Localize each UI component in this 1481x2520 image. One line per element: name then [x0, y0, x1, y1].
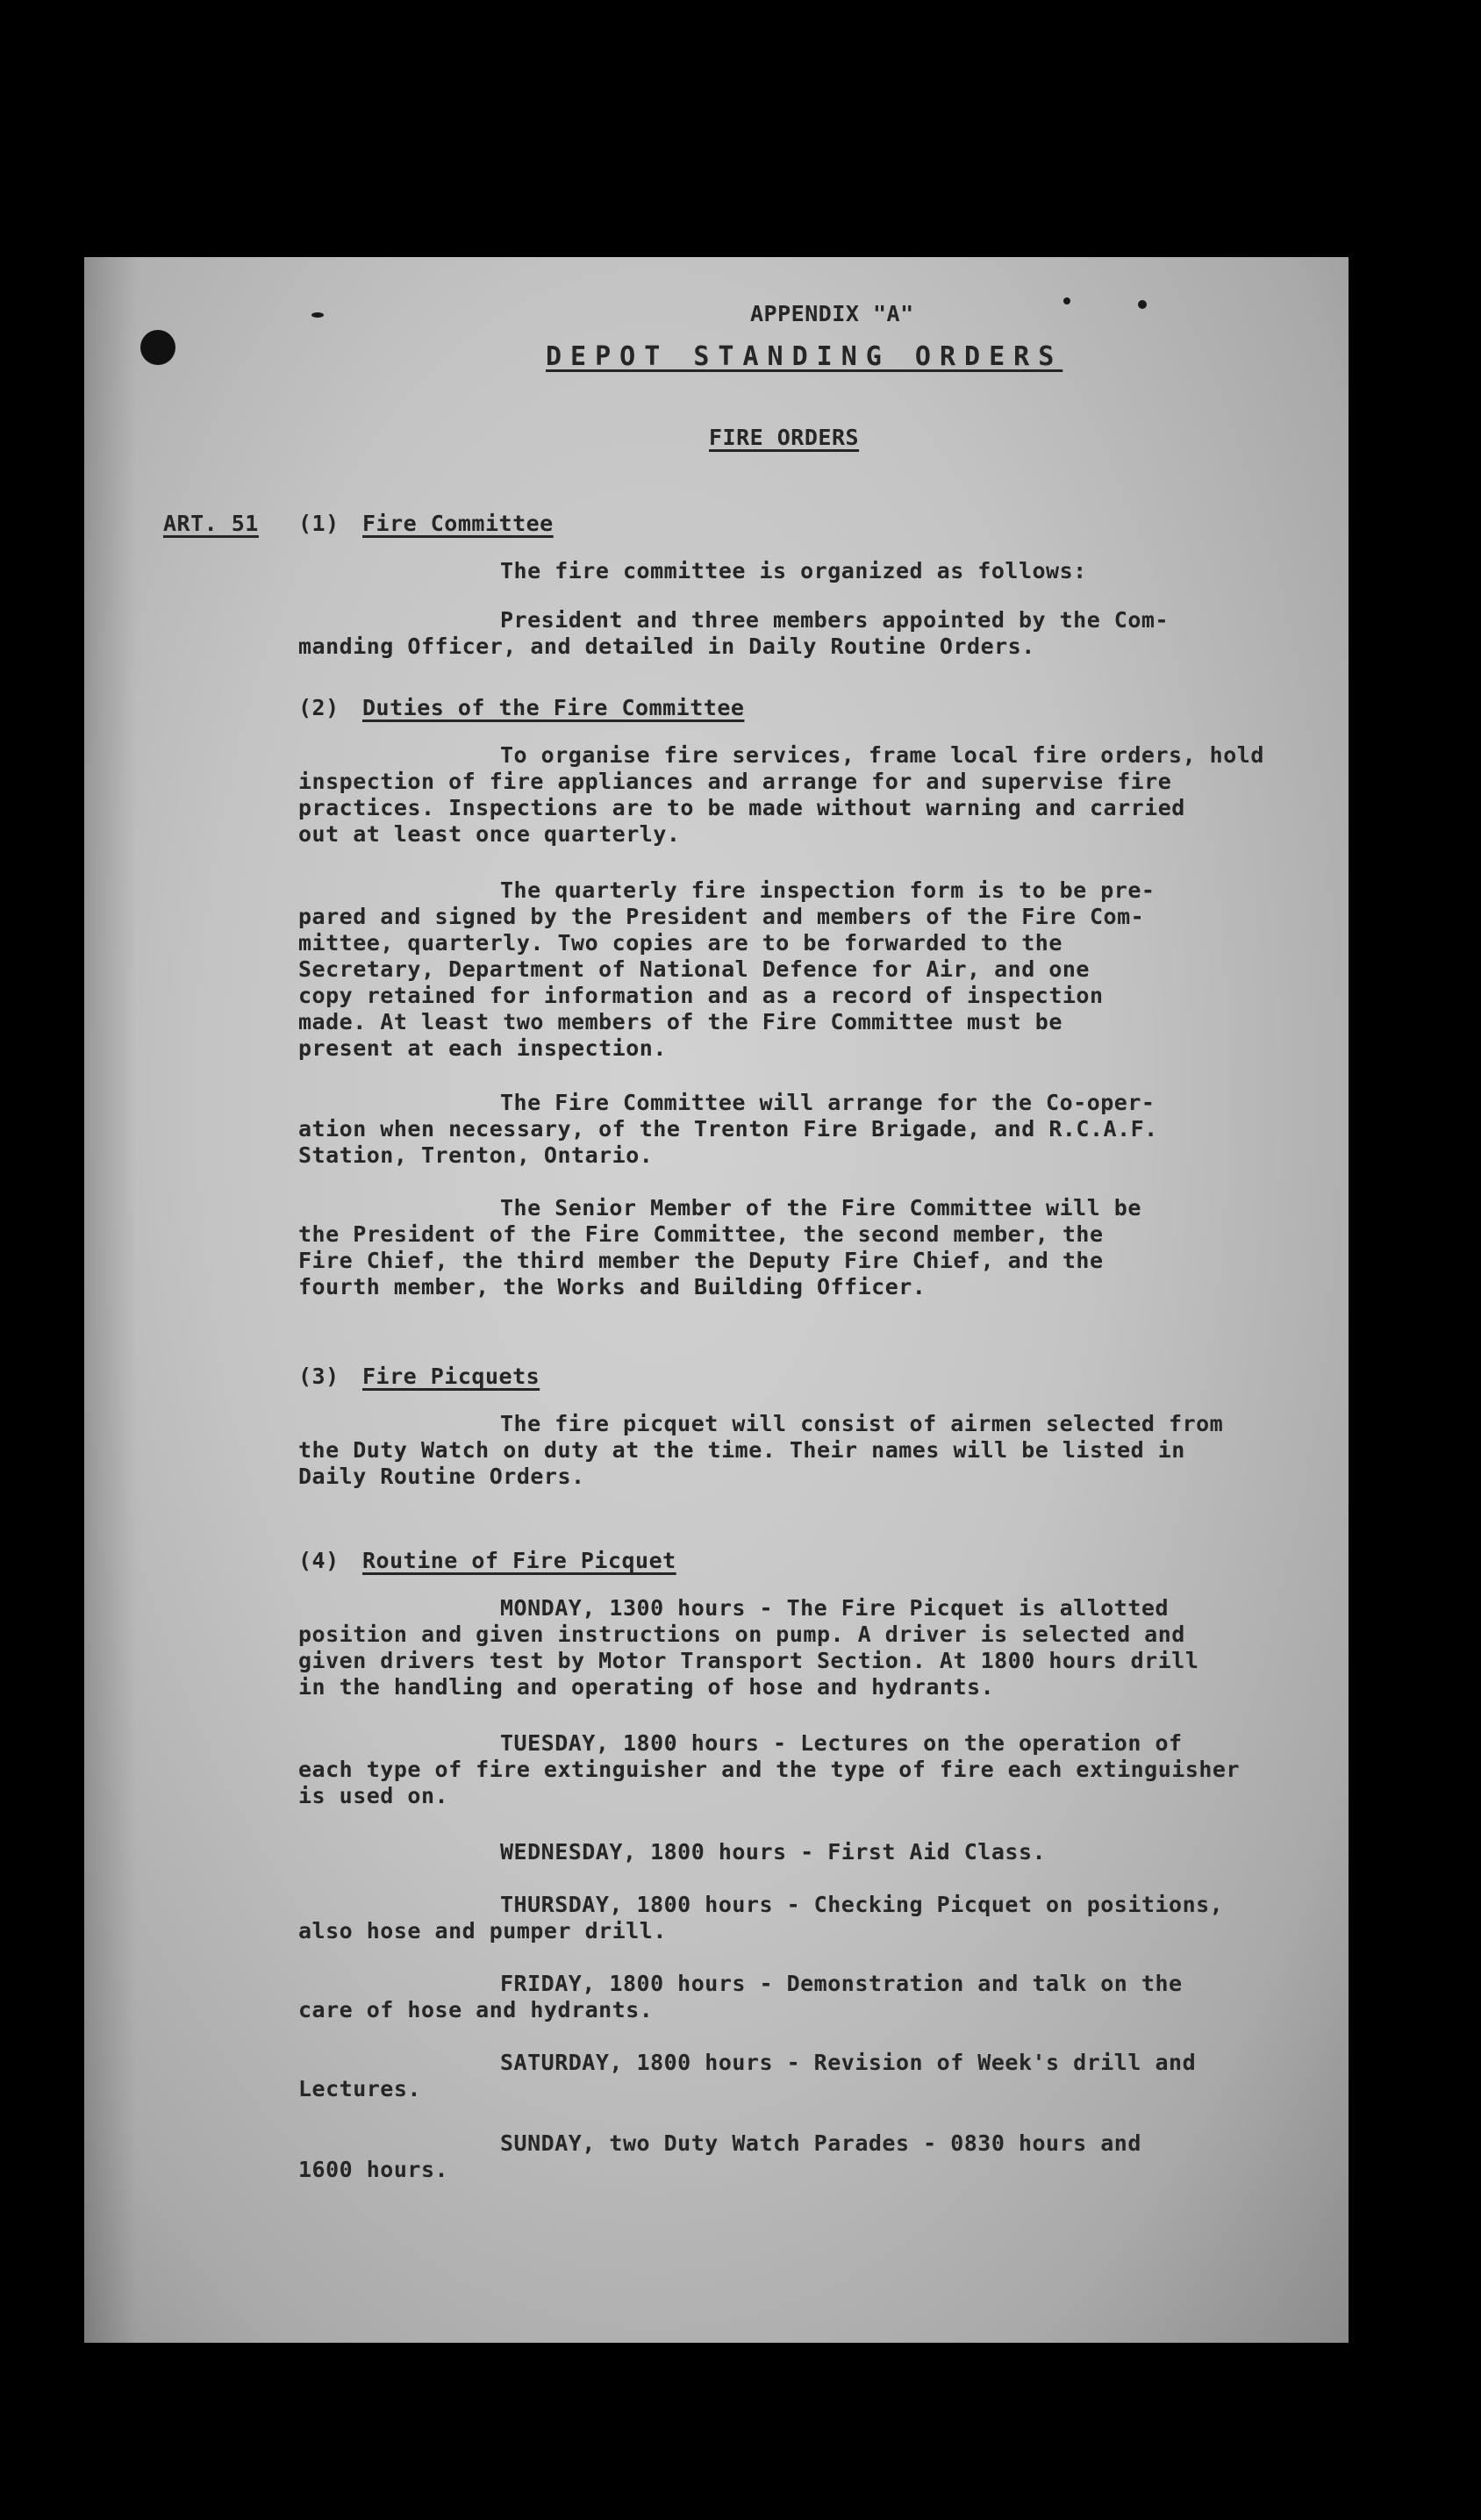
- text-line: President and three members appointed by the Com-: [500, 607, 1170, 633]
- paragraph: [298, 1892, 1223, 1944]
- text-line: is used on.: [298, 1783, 449, 1808]
- section-number: (2): [298, 695, 340, 720]
- text-line: The fire picquet will consist of airmen selected from: [500, 1411, 1224, 1436]
- text-line: inspection of fire appliances and arrange for and supervise fire: [298, 769, 1172, 794]
- text-line: fourth member, the Works and Building Officer.: [298, 1274, 927, 1299]
- text-line: THURSDAY, 1800 hours - Checking Picquet on positions,: [500, 1892, 1224, 1917]
- text-line: Fire Chief, the third member the Deputy Fire Chief, and the: [298, 1248, 1104, 1273]
- text-line: copy retained for information and as a record of inspection: [298, 983, 1104, 1008]
- paragraph: [298, 1971, 1183, 2023]
- ink-speck: [311, 312, 324, 318]
- paragraph: [298, 1195, 1141, 1300]
- paragraph: [298, 558, 1087, 584]
- paragraph: [298, 1839, 1046, 1865]
- text-line: SUNDAY, two Duty Watch Parades - 0830 hours and: [500, 2130, 1141, 2156]
- text-line: manding Officer, and detailed in Daily Routine Orders.: [298, 634, 1035, 659]
- paragraph: [298, 2050, 1196, 2102]
- section-number: (3): [298, 1364, 340, 1389]
- text-line: To organise fire services, frame local fire orders, hold: [500, 742, 1264, 768]
- paragraph: [298, 742, 1264, 848]
- text-line: 1600 hours.: [298, 2157, 449, 2182]
- text-line: The Senior Member of the Fire Committee will be: [500, 1195, 1141, 1221]
- text-line: ation when necessary, of the Trenton Fire Brigade, and R.C.A.F.: [298, 1116, 1158, 1142]
- text-line: the Duty Watch on duty at the time. Their names will be listed in: [298, 1437, 1185, 1463]
- text-line: FRIDAY, 1800 hours - Demonstration and talk on the: [500, 1971, 1183, 1996]
- text-line: mittee, quarterly. Two copies are to be forwarded to the: [298, 930, 1062, 956]
- text-line: WEDNESDAY, 1800 hours - First Aid Class.: [500, 1839, 1047, 1865]
- text-line: The fire committee is organized as follows:: [500, 558, 1087, 583]
- text-line: present at each inspection.: [298, 1035, 667, 1061]
- section-number: (4): [298, 1548, 340, 1573]
- text-line: The quarterly fire inspection form is to be pre-: [500, 877, 1155, 903]
- text-line: in the handling and operating of hose and hydrants.: [298, 1674, 995, 1700]
- text-line: MONDAY, 1300 hours - The Fire Picquet is allotted: [500, 1595, 1170, 1621]
- text-line: the President of the Fire Committee, the second member, the: [298, 1221, 1104, 1247]
- text-line: given drivers test by Motor Transport Section. At 1800 hours drill: [298, 1648, 1199, 1673]
- ink-speck: [1138, 300, 1147, 309]
- text-line: SATURDAY, 1800 hours - Revision of Week's drill and: [500, 2050, 1197, 2075]
- ink-speck: [1063, 297, 1070, 304]
- section-heading: Fire Picquets: [362, 1364, 540, 1389]
- section-heading: Fire Committee: [362, 511, 554, 536]
- section-heading: Duties of the Fire Committee: [362, 695, 745, 720]
- paragraph: [298, 1090, 1158, 1169]
- paragraph: [298, 1595, 1198, 1700]
- paragraph: [298, 1730, 1240, 1809]
- section-number: (1): [298, 511, 340, 536]
- paper-shadow: [84, 257, 137, 2343]
- text-line: Lectures.: [298, 2076, 421, 2101]
- document-title: DEPOT STANDING ORDERS: [546, 341, 1063, 372]
- text-line: position and given instructions on pump. A driver is selected and: [298, 1622, 1185, 1647]
- appendix-label: APPENDIX "A": [750, 301, 914, 326]
- text-line: Secretary, Department of National Defence for Air, and one: [298, 956, 1090, 982]
- paragraph: [298, 1411, 1223, 1490]
- paragraph: [298, 2130, 1141, 2183]
- article-number: ART. 51: [163, 511, 259, 536]
- section-heading: Routine of Fire Picquet: [362, 1548, 676, 1573]
- text-line: pared and signed by the President and members of the Fire Com-: [298, 904, 1145, 929]
- paragraph: [298, 877, 1155, 1062]
- text-line: Daily Routine Orders.: [298, 1464, 585, 1489]
- document-subtitle: FIRE ORDERS: [709, 425, 860, 450]
- text-line: made. At least two members of the Fire Committee must be: [298, 1009, 1062, 1034]
- text-line: practices. Inspections are to be made without warning and carried: [298, 795, 1185, 820]
- text-line: TUESDAY, 1800 hours - Lectures on the operation of: [500, 1730, 1183, 1756]
- punch-hole: [140, 330, 175, 365]
- text-line: care of hose and hydrants.: [298, 1997, 654, 2022]
- text-line: each type of fire extinguisher and the type of fire each extinguisher: [298, 1757, 1241, 1782]
- text-line: The Fire Committee will arrange for the Co-oper-: [500, 1090, 1155, 1115]
- text-line: also hose and pumper drill.: [298, 1918, 667, 1944]
- paragraph: [298, 607, 1169, 660]
- text-line: Station, Trenton, Ontario.: [298, 1142, 654, 1168]
- text-line: out at least once quarterly.: [298, 821, 681, 847]
